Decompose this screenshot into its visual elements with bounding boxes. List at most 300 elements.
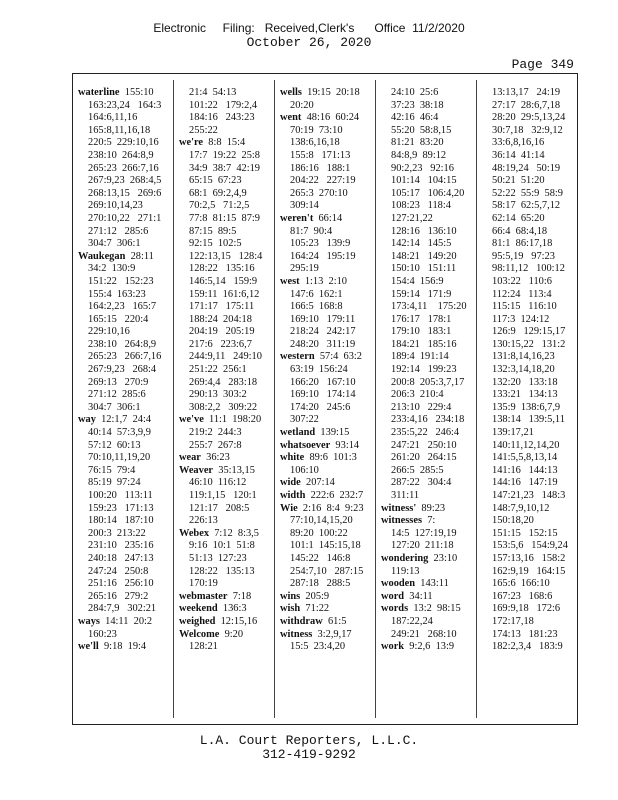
index-entry [280,440,371,453]
index-ref-line [179,641,270,654]
index-entry [280,477,371,490]
index-word: west [280,275,300,287]
index-ref-line [482,87,573,100]
page-line-refs: 84:8,9 89:12 [391,149,447,161]
page-line-refs: 121:17 208:5 [189,502,250,514]
index-ref-line [381,414,472,427]
index-ref-line [280,339,371,352]
index-ref-line [78,629,169,642]
page-line-refs: 81:21 83:20 [391,137,444,149]
index-entry [78,641,169,654]
index-ref-line [78,100,169,113]
index-ref-line [179,540,270,553]
page-line-refs: 128:22 135:13 [189,565,255,577]
index-ref-line [179,226,270,239]
page-line-refs: 62:14 65:20 [492,212,545,224]
index-entry [179,629,270,642]
page-line-refs: 143:11 [420,578,449,590]
page-line-refs: 151:22 152:23 [88,275,154,287]
index-ref-line [179,389,270,402]
index-ref-line [381,112,472,125]
index-entry [381,578,472,591]
page-line-refs: 65:15 67:23 [189,175,242,187]
index-entry [179,137,270,150]
page-line-refs: 154:4 156:9 [391,275,444,287]
index-ref-line [381,465,472,478]
index-ref-line [280,314,371,327]
page-line-refs: 36:14 41:14 [492,149,545,161]
page-line-refs: 270:10,22 271:1 [88,212,162,224]
page-line-refs: 153:5,6 154:9,24 [492,540,568,552]
page-line-refs: 148:21 149:20 [391,250,457,262]
page-line-refs: 184:21 185:16 [391,338,457,350]
page-line-refs: 192:14 199:23 [391,364,457,376]
index-ref-line [482,503,573,516]
page-line-refs: 290:13 303:2 [189,389,247,401]
index-ref-line [280,263,371,276]
index-ref-line [78,339,169,352]
index-ref-line [280,414,371,427]
index-ref-line [482,389,573,402]
index-word: webmaster [179,590,228,602]
page-line-refs: 70:19 73:10 [290,124,343,136]
index-entry [78,616,169,629]
index-ref-line [482,364,573,377]
page-line-refs: 159:11 161:6,12 [189,288,260,300]
index-ref-line [482,629,573,642]
index-ref-line [179,377,270,390]
index-ref-line [179,503,270,516]
index-ref-line [179,490,270,503]
index-word: way [78,414,96,426]
page-line-refs: 76:15 79:4 [88,464,136,476]
page-line-refs: 229:10,16 [88,326,130,338]
index-ref-line [78,125,169,138]
index-ref-line [280,188,371,201]
page-line-refs: 28:11 [130,250,154,262]
page-line-refs: 108:23 118:4 [391,200,451,212]
index-ref-line [381,440,472,453]
page-line-refs: 151:15 152:15 [492,527,558,539]
page-line-refs: 89:23 [421,502,446,514]
page-line-refs: 255:22 [189,124,218,136]
index-ref-line [482,137,573,150]
page-line-refs: 23:10 [433,552,458,564]
page-line-refs: 15:5 23:4,20 [290,641,346,653]
index-ref-line [78,503,169,516]
index-ref-line [381,452,472,465]
index-ref-line [280,163,371,176]
index-ref-line [482,578,573,591]
page-line-refs: 119:13 [391,565,420,577]
index-ref-line [179,339,270,352]
index-ref-line [280,326,371,339]
index-ref-line [280,150,371,163]
index-ref-line [381,377,472,390]
index-entry [381,641,472,654]
page-line-refs: 132:20 133:18 [492,376,558,388]
index-ref-line [78,314,169,327]
index-ref-line [482,440,573,453]
page-line-refs: 184:16 243:23 [189,112,255,124]
index-word: Webex [179,527,210,539]
page-line-refs: 267:9,23 268:4 [88,364,157,376]
page-line-refs: 164:6,11,16 [88,112,138,124]
page-line-refs: 147:21,23 148:3 [492,490,566,501]
index-ref-line [78,427,169,440]
page-line-refs: 146:5,14 159:9 [189,275,258,287]
page-line-refs: 40:14 57:3,9,9 [88,427,151,439]
page-line-refs: 28:20 29:5,13,24 [492,112,566,124]
index-ref-line [179,238,270,251]
page-line-refs: 171:17 175:11 [189,301,255,313]
index-word: white [280,452,305,464]
page-line-refs: 265:16 279:2 [88,590,149,602]
index-ref-line [381,163,472,176]
page-line-refs: 169:9,18 172:6 [492,603,561,615]
index-word: wetland [280,427,316,439]
index-word: work [381,641,405,653]
index-ref-line [381,326,472,339]
page-line-refs: 240:18 247:13 [88,552,154,564]
page-line-refs: 165:15 220:4 [88,313,149,325]
page-line-refs: 271:12 285:6 [88,389,146,401]
index-ref-line [482,238,573,251]
page-line-refs: 165:8,11,16,18 [88,124,151,136]
index-ref-line [280,125,371,138]
column-divider [274,80,275,718]
index-entry [179,603,270,616]
page-line-refs: 247:21 250:10 [391,439,457,451]
page-line-refs: 174:20 245:6 [290,401,351,413]
page-line-refs: 249:21 268:10 [391,628,457,640]
index-word: withdraw [280,615,323,627]
page-line-refs: 12:1,7 24:4 [101,414,152,426]
page-line-refs: 95:5,19 97:23 [492,250,555,262]
page-line-refs: 261:20 264:15 [391,452,457,464]
page-line-refs: 3:2,9,17 [317,628,352,640]
index-entry [280,591,371,604]
index-ref-line [78,389,169,402]
index-word: width [280,490,306,501]
page-line-refs: 265:23 266:7,16 [88,351,162,363]
page-line-refs: 269:13 270:9 [88,376,149,388]
page-line-refs: 127:21,22 [391,212,433,224]
page-line-refs: 169:10 174:14 [290,389,356,401]
index-ref-line [381,314,472,327]
page-line-refs: 204:19 205:19 [189,326,255,338]
page-line-refs: 268:13,15 269:6 [88,187,162,199]
page-line-refs: 1:13 2:10 [304,275,347,287]
column-divider [375,80,376,718]
index-entry [280,87,371,100]
index-entry [280,213,371,226]
page-line-refs: 144:16 147:19 [492,477,558,489]
index-word: Wie [280,502,298,514]
page-line-refs: 34:9 38:7 42:19 [189,162,261,174]
index-ref-line [280,528,371,541]
page-line-refs: 90:2,23 92:16 [391,162,454,174]
index-ref-line [381,351,472,364]
page-line-refs: 58:17 62:5,7,12 [492,200,561,212]
page-line-refs: 304:7 306:1 [88,401,141,413]
index-ref-line [78,591,169,604]
page-line-refs: 9:18 19:4 [103,641,147,653]
index-ref-line [179,150,270,163]
index-word: we're [179,137,204,149]
index-ref-line [381,263,472,276]
index-ref-line [179,251,270,264]
index-ref-line [482,175,573,188]
index-ref-line [280,553,371,566]
index-entry [381,503,472,516]
index-column-2 [179,87,270,720]
column-divider [173,80,174,718]
index-ref-line [280,377,371,390]
page-line-refs: 55:20 58:8,15 [391,124,452,136]
page-line-refs: 9:16 10:1 51:8 [189,540,255,552]
page-line-refs: 89:20 100:22 [290,527,348,539]
index-ref-line [482,163,573,176]
filing-stamp: Electronic Filing: Received,Clerk's Office 11/2/2020 [153,21,465,35]
index-entry [179,528,270,541]
page-line-refs: 70:10,11,19,20 [88,452,151,464]
index-ref-line [280,389,371,402]
page-line-refs: 287:22 304:4 [391,477,452,489]
page-line-refs: 132:3,14,18,20 [492,364,555,376]
index-ref-line [78,477,169,490]
index-ref-line [78,377,169,390]
page-line-refs: 12:15,16 [220,615,258,627]
index-ref-line [381,251,472,264]
index-word: ways [78,615,100,627]
index-ref-line [78,364,169,377]
index-word: went [280,112,302,124]
page-line-refs: 57:12 60:13 [88,439,141,451]
index-ref-line [78,553,169,566]
index-ref-line [381,301,472,314]
index-ref-line [280,540,371,553]
index-ref-line [482,566,573,579]
page-line-refs: 176:17 178:1 [391,313,452,325]
index-ref-line [78,603,169,616]
page-line-refs: 2:16 8:4 9:23 [302,502,364,514]
index-ref-line [280,301,371,314]
index-ref-line [179,301,270,314]
index-ref-line [78,351,169,364]
page-line-refs: 9:20 [224,628,244,640]
index-ref-line [482,213,573,226]
index-ref-line [381,213,472,226]
index-ref-line [482,540,573,553]
page-line-refs: 271:12 285:6 [88,225,149,237]
index-word: witnesses [381,515,422,527]
index-ref-line [482,414,573,427]
page-line-refs: 247:24 250:8 [88,565,149,577]
index-entry [280,629,371,642]
page-line-refs: 162:9,19 164:15 [492,565,566,577]
column-divider [476,80,477,718]
index-ref-line [179,100,270,113]
index-word: wear [179,452,201,464]
page-line-refs: 70:2,5 71:2,5 [189,200,250,212]
page-line-refs: 24:10 25:6 [391,87,439,98]
page-line-refs: 238:10 264:8,9 [88,149,154,161]
index-ref-line [280,402,371,415]
index-word: wondering [381,552,429,564]
page-line-refs: 180:14 187:10 [88,515,154,527]
index-entry [280,503,371,516]
index-ref-line [381,427,472,440]
index-ref-line [482,515,573,528]
index-ref-line [179,276,270,289]
index-entry [280,452,371,465]
index-ref-line [78,226,169,239]
index-entry [179,616,270,629]
page-line-refs: 126:9 129:15,17 [492,326,566,338]
page-line-refs: 187:22,24 [391,615,433,627]
index-ref-line [482,553,573,566]
page-line-refs: 101:14 104:15 [391,175,457,187]
index-ref-line [482,112,573,125]
page-line-refs: 182:2,3,4 183:9 [492,641,563,653]
index-ref-line [179,314,270,327]
page-line-refs: 200:8 205:3,7,17 [391,376,465,388]
index-ref-line [179,112,270,125]
page-line-refs: 142:14 145:5 [391,238,452,250]
page-line-refs: 150:18,20 [492,515,534,527]
index-ref-line [482,100,573,113]
index-ref-line [482,226,573,239]
index-column-1 [78,87,169,720]
index-ref-line [179,427,270,440]
page-line-refs: 52:22 55:9 58:9 [492,187,564,199]
page-line-refs: 11:1 198:20 [209,414,262,426]
page-line-refs: 20:20 [290,99,314,111]
page-line-refs: 150:10 151:11 [391,263,457,275]
index-ref-line [179,87,270,100]
index-ref-line [78,578,169,591]
page-line-refs: 311:11 [391,490,420,501]
index-ref-line [482,528,573,541]
page-line-refs: 89:6 101:3 [309,452,357,464]
index-ref-line [280,515,371,528]
index-ref-line [381,389,472,402]
page-line-refs: 128:22 135:16 [189,263,255,275]
page-line-refs: 267:9,23 268:4,5 [88,175,162,187]
page-line-refs: 269:10,14,23 [88,200,143,212]
index-word: wide [280,477,301,489]
page-line-refs: 112:24 113:4 [492,288,552,300]
page-line-refs: 131:8,14,16,23 [492,351,555,363]
index-ref-line [482,276,573,289]
index-ref-line [78,112,169,125]
index-ref-line [179,402,270,415]
index-ref-line [482,603,573,616]
index-ref-line [78,566,169,579]
index-word: weren't [280,212,314,224]
page-line-refs: 200:3 213:22 [88,527,146,539]
index-ref-line [179,326,270,339]
index-ref-line [78,263,169,276]
page-line-refs: 148:7,9,10,12 [492,502,550,514]
page-line-refs: 46:10 116:12 [189,477,247,489]
index-ref-line [179,364,270,377]
page-line-refs: 8:8 15:4 [208,137,246,149]
page-line-refs: 50:21 51:20 [492,175,545,187]
index-frame [72,73,578,725]
page-line-refs: 206:3 210:4 [391,389,444,401]
page-line-refs: 71:22 [305,603,330,615]
index-entry [179,452,270,465]
index-ref-line [179,553,270,566]
page-line-refs: 128:16 136:10 [391,225,457,237]
page-line-refs: 217:6 223:6,7 [189,338,252,350]
index-ref-line [280,578,371,591]
index-ref-line [78,528,169,541]
page-line-refs: 48:19,24 50:19 [492,162,561,174]
index-ref-line [381,125,472,138]
footer-phone: 312-419-9292 [262,747,356,762]
index-word: waterline [78,87,120,98]
index-ref-line [482,150,573,163]
index-word: wins [280,590,301,602]
index-ref-line [78,515,169,528]
index-entry [179,591,270,604]
index-word: Welcome [179,628,220,640]
index-ref-line [179,163,270,176]
index-column-3 [280,87,371,720]
index-ref-line [78,540,169,553]
page-line-refs: 7:12 8:3,5 [214,527,259,539]
index-ref-line [280,251,371,264]
page-line-refs: 165:6 166:10 [492,578,550,590]
page-line-refs: 127:20 211:18 [391,540,454,552]
page-line-refs: 265:3 270:10 [290,187,348,199]
index-ref-line [482,351,573,364]
index-ref-line [381,629,472,642]
index-ref-line [280,100,371,113]
index-ref-line [482,427,573,440]
page-line-refs: 35:13,15 [218,464,255,476]
page-line-refs: 266:5 285:5 [391,464,444,476]
index-ref-line [78,175,169,188]
page-line-refs: 136:3 [222,603,247,615]
page-line-refs: 81:7 90:4 [290,225,333,237]
page-line-refs: 101:1 145:15,18 [290,540,361,552]
index-entry [78,87,169,100]
index-ref-line [78,200,169,213]
index-ref-line [78,188,169,201]
page-line-refs: 159:14 171:9 [391,288,452,300]
index-ref-line [78,452,169,465]
page-line-refs: 36:23 [206,452,230,464]
page-line-refs: 219:2 244:3 [189,427,242,439]
index-ref-line [78,301,169,314]
page-line-refs: 14:11 20:2 [105,615,153,627]
page-line-refs: 139:15 [320,427,350,439]
index-ref-line [381,175,472,188]
index-word: we'll [78,641,99,653]
index-ref-line [78,440,169,453]
index-entry [381,515,472,528]
page-line-refs: 147:6 162:1 [290,288,343,300]
index-entry [280,490,371,503]
page-line-refs: 265:23 266:7,16 [88,162,159,174]
page-line-refs: 37:23 38:18 [391,99,444,111]
index-column-4 [381,87,472,720]
index-entry [280,112,371,125]
